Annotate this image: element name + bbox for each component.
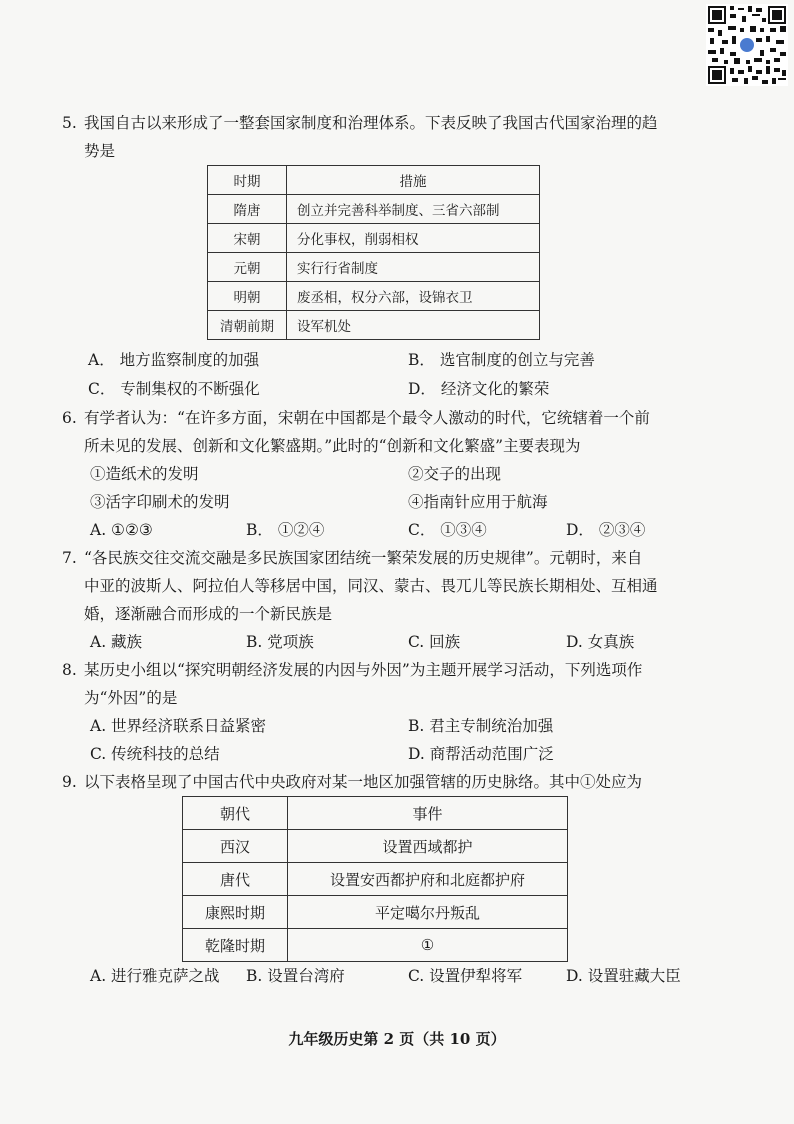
option-d[interactable]: D. 女真族 bbox=[566, 633, 635, 651]
option-b[interactable]: B． ①②④ bbox=[246, 521, 325, 539]
option-d[interactable]: D. 设置驻藏大臣 bbox=[566, 967, 681, 985]
option-d[interactable]: D． 经济文化的繁荣 bbox=[408, 380, 550, 398]
table-cell: 设置西域都护 bbox=[288, 830, 568, 863]
question-stem-line: 以下表格呈现了中国古代中央政府对某一地区加强管辖的历史脉络。其中①处应为 bbox=[84, 773, 643, 791]
option-c[interactable]: C． ①③④ bbox=[408, 521, 487, 539]
table-cell: 康熙时期 bbox=[183, 896, 288, 929]
table-row bbox=[208, 253, 540, 282]
table-cell: 西汉 bbox=[183, 830, 288, 863]
statement-item: ②交子的出现 bbox=[408, 465, 502, 483]
question-stem-line: 中亚的波斯人、阿拉伯人等移居中国，同汉、蒙古、畏兀儿等民族长期相处、互相通 bbox=[84, 577, 658, 595]
table-row bbox=[183, 896, 568, 929]
question-stem-line: “各民族交往交流交融是多民族国家团结统一繁荣发展的历史规律”。元朝时，来自 bbox=[84, 549, 643, 567]
table-header-row bbox=[183, 797, 568, 830]
table-cell: 平定噶尔丹叛乱 bbox=[288, 896, 568, 929]
table-row bbox=[208, 311, 540, 340]
option-a[interactable]: A. 进行雅克萨之战 bbox=[90, 967, 220, 985]
question-8 bbox=[62, 656, 702, 712]
option-b[interactable]: B. 设置台湾府 bbox=[246, 967, 345, 985]
table-cell: 明朝 bbox=[208, 282, 287, 311]
option-c[interactable]: C. 传统科技的总结 bbox=[90, 745, 220, 763]
question-6 bbox=[62, 404, 702, 460]
table-cell: 宋朝 bbox=[208, 224, 287, 253]
table-cell: 创立并完善科举制度、三省六部制 bbox=[287, 195, 540, 224]
page-footer: 九年级历史第 2 页（共 10 页） bbox=[288, 1030, 506, 1048]
option-b[interactable]: B. 君主专制统治加强 bbox=[408, 717, 554, 735]
table-row bbox=[183, 863, 568, 896]
question-number: 5. bbox=[62, 114, 77, 132]
table-header-cell: 时期 bbox=[208, 166, 287, 195]
table-row bbox=[208, 282, 540, 311]
table-header-row bbox=[208, 166, 540, 195]
option-c[interactable]: C. 回族 bbox=[408, 633, 461, 651]
table-row bbox=[208, 224, 540, 253]
qr-code-icon bbox=[706, 4, 788, 86]
option-c[interactable]: C． 专制集权的不断强化 bbox=[88, 380, 260, 398]
table-row bbox=[183, 830, 568, 863]
option-b[interactable]: B. 党项族 bbox=[246, 633, 314, 651]
option-d[interactable]: D. 商帮活动范围广泛 bbox=[408, 745, 554, 763]
question-stem-line: 势是 bbox=[84, 142, 116, 160]
table-cell: ① bbox=[288, 929, 568, 962]
q9-table bbox=[182, 796, 568, 962]
statement-item: ①造纸术的发明 bbox=[90, 465, 199, 483]
question-number: 9. bbox=[62, 773, 77, 791]
question-stem-line: 为“外因”的是 bbox=[84, 689, 178, 707]
option-a[interactable]: A. 世界经济联系日益紧密 bbox=[90, 717, 267, 735]
table-header-cell: 事件 bbox=[288, 797, 568, 830]
option-a[interactable]: A． 地方监察制度的加强 bbox=[88, 351, 260, 369]
table-cell: 实行行省制度 bbox=[287, 253, 540, 282]
table-header-cell: 朝代 bbox=[183, 797, 288, 830]
question-stem-line: 婚，逐渐融合而形成的一个新民族是 bbox=[84, 605, 333, 623]
question-7 bbox=[62, 544, 702, 628]
question-stem-line: 某历史小组以“探究明朝经济发展的内因与外因”为主题开展学习活动，下列选项作 bbox=[84, 661, 643, 679]
table-row bbox=[208, 195, 540, 224]
table-cell: 废丞相，权分六部，设锦衣卫 bbox=[287, 282, 540, 311]
option-c[interactable]: C. 设置伊犁将军 bbox=[408, 967, 523, 985]
option-b[interactable]: B． 选官制度的创立与完善 bbox=[408, 351, 595, 369]
option-a[interactable]: A. 藏族 bbox=[90, 633, 143, 651]
table-row bbox=[183, 929, 568, 962]
question-number: 7. bbox=[62, 549, 77, 567]
table-cell: 唐代 bbox=[183, 863, 288, 896]
option-a[interactable]: A. ①②③ bbox=[90, 521, 153, 539]
table-cell: 隋唐 bbox=[208, 195, 287, 224]
question-stem-line: 所未见的发展、创新和文化繁盛期。”此时的“创新和文化繁盛”主要表现为 bbox=[84, 437, 581, 455]
table-header-cell: 措施 bbox=[287, 166, 540, 195]
statement-item: ③活字印刷术的发明 bbox=[90, 493, 230, 511]
q5-table bbox=[207, 165, 540, 340]
table-cell: 分化事权，削弱相权 bbox=[287, 224, 540, 253]
question-number: 6. bbox=[62, 409, 77, 427]
question-9 bbox=[62, 768, 702, 796]
question-stem-line: 有学者认为：“在许多方面，宋朝在中国都是个最令人激动的时代，它统辖着一个前 bbox=[84, 409, 650, 427]
table-cell: 清朝前期 bbox=[208, 311, 287, 340]
table-cell: 元朝 bbox=[208, 253, 287, 282]
question-number: 8. bbox=[62, 661, 77, 679]
option-d[interactable]: D． ②③④ bbox=[566, 521, 646, 539]
question-stem-line: 我国自古以来形成了一整套国家制度和治理体系。下表反映了我国古代国家治理的趋 bbox=[84, 114, 658, 132]
table-cell: 设军机处 bbox=[287, 311, 540, 340]
table-cell: 设置安西都护府和北庭都护府 bbox=[288, 863, 568, 896]
question-5 bbox=[62, 109, 702, 165]
table-cell: 乾隆时期 bbox=[183, 929, 288, 962]
statement-item: ④指南针应用于航海 bbox=[408, 493, 548, 511]
